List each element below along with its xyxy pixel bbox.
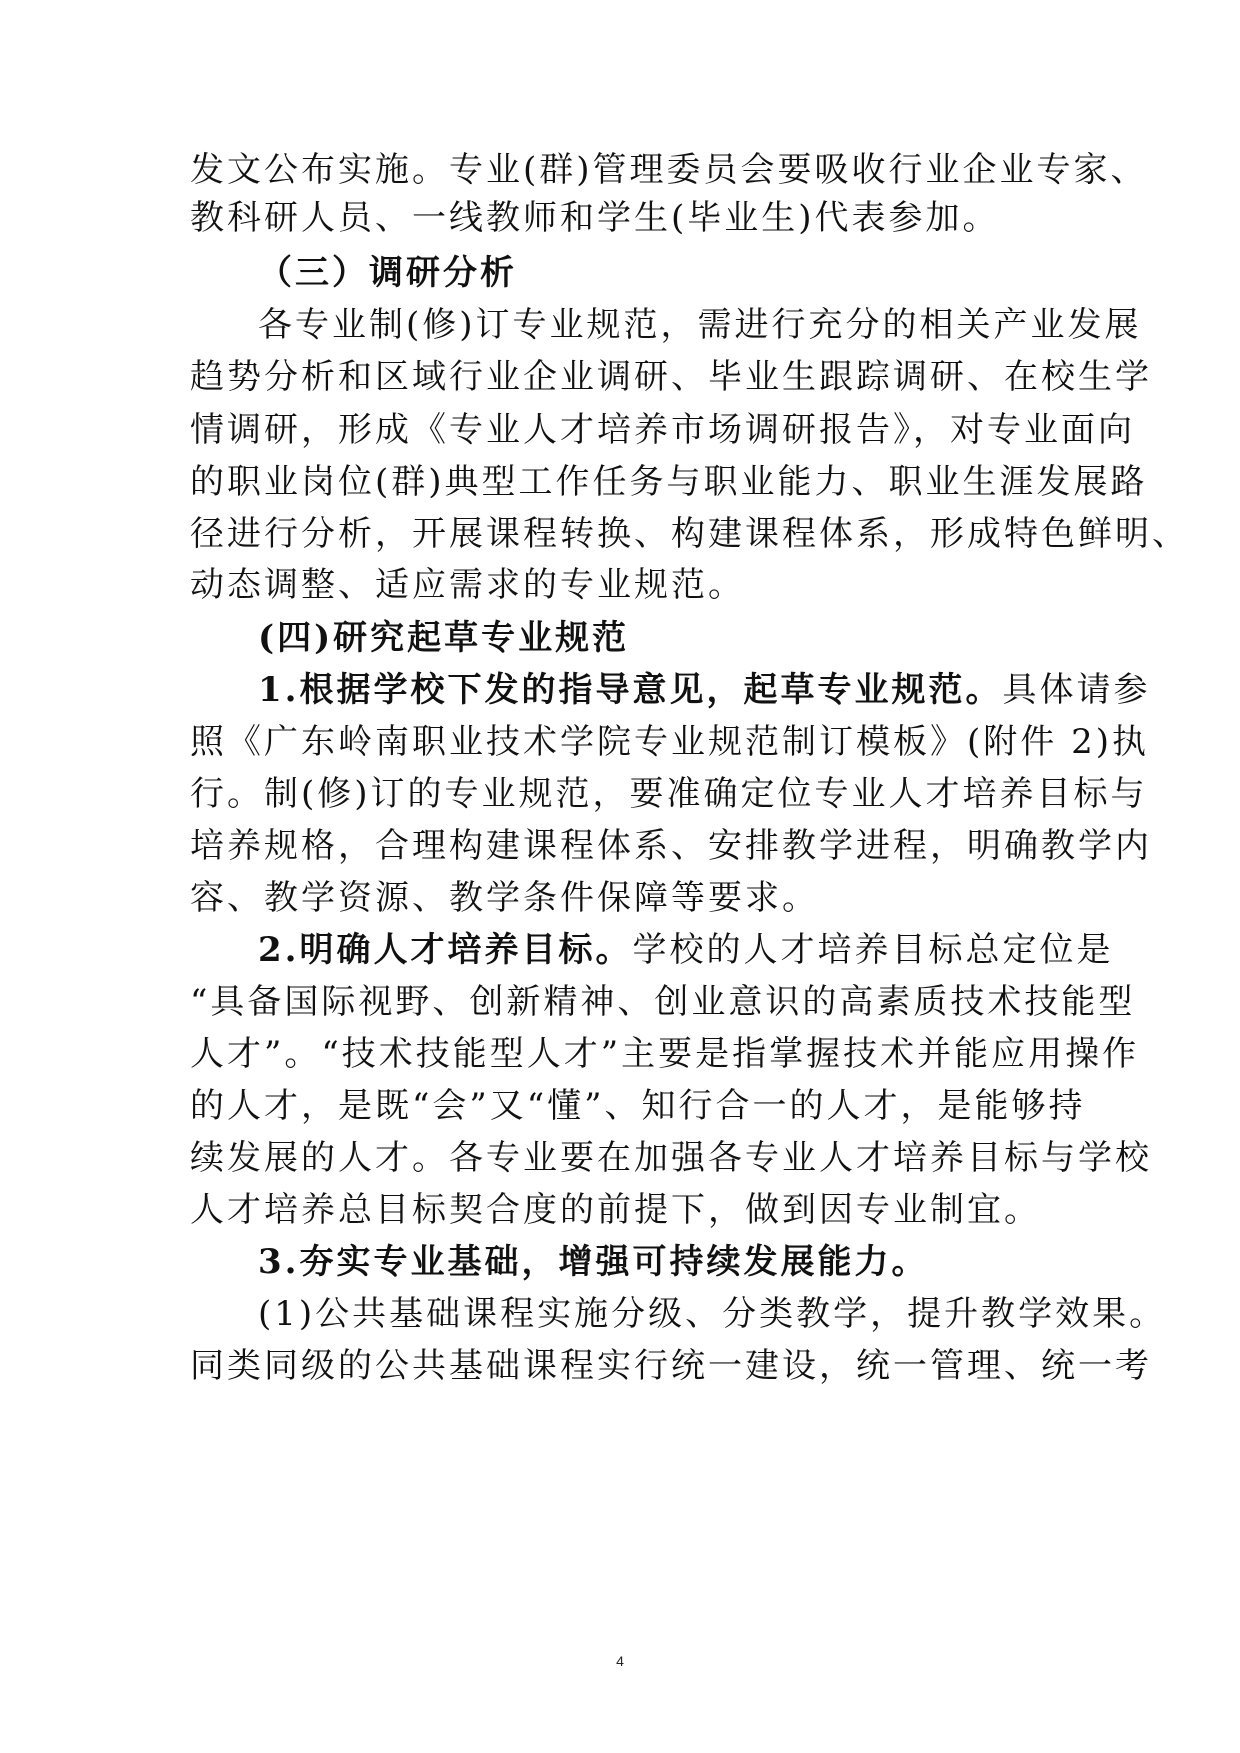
paragraph-line: 照《广东岭南职业技术学院专业规范制订模板》(附件 2)执 (190, 722, 1149, 762)
paragraph-line: 培养规格，合理构建课程体系、安排教学进程，明确教学内 (190, 826, 1152, 866)
item-2-lead: 2.明确人才培养目标。 (258, 930, 633, 970)
item-1-text: 具体请参 (1002, 670, 1151, 710)
paragraph-line: 径进行分析，开展课程转换、构建课程体系，形成特色鲜明、 (190, 514, 1189, 554)
paragraph-line: 人才培养总目标契合度的前提下，做到因专业制宜。 (190, 1190, 1041, 1230)
paragraph-line: 容、教学资源、教学条件保障等要求。 (190, 878, 819, 918)
paragraph-line (258, 670, 1151, 710)
paragraph-line: 同类同级的公共基础课程实行统一建设，统一管理、统一考 (190, 1346, 1152, 1386)
page-number: 4 (616, 1653, 624, 1669)
paragraph-line: (1)公共基础课程实施分级、分类教学，提升教学效果。 (258, 1294, 1167, 1334)
paragraph-line: “具备国际视野、创新精神、创业意识的高素质技术技能型 (190, 982, 1136, 1022)
paragraph-line: 动态调整、适应需求的专业规范。 (190, 565, 745, 605)
paragraph-line: 行。制(修)订的专业规范，要准确定位专业人才培养目标与 (190, 774, 1148, 814)
item-3-heading: 3.夯实专业基础，增强可持续发展能力。 (258, 1242, 929, 1282)
paragraph-line: 情调研，形成《专业人才培养市场调研报告》，对专业面向 (190, 410, 1135, 450)
item-2-text: 学校的人才培养目标总定位是 (632, 930, 1114, 970)
paragraph-line: 的职业岗位(群)典型工作任务与职业能力、职业生涯发展路 (190, 462, 1148, 502)
section-heading-survey: （三）调研分析 (258, 253, 517, 293)
item-1-lead: 1.根据学校下发的指导意见，起草专业规范。 (258, 670, 1003, 710)
paragraph-line: 人才”。“技术技能型人才”主要是指掌握技术并能应用操作 (190, 1034, 1140, 1074)
paragraph-line: 各专业制(修)订专业规范，需进行充分的相关产业发展 (258, 305, 1142, 345)
section-heading-drafting: (四)研究起草专业规范 (258, 618, 630, 658)
paragraph-line (258, 930, 1118, 970)
paragraph-line: 教科研人员、一线教师和学生(毕业生)代表参加。 (190, 198, 1000, 238)
paragraph-line: 发文公布实施。专业(群)管理委员会要吸收行业企业专家、 (190, 150, 1148, 190)
paragraph-line: 续发展的人才。各专业要在加强各专业人才培养目标与学校 (190, 1138, 1152, 1178)
paragraph-line: 趋势分析和区域行业企业调研、毕业生跟踪调研、在校生学 (190, 357, 1152, 397)
paragraph-line: 的人才，是既“会”又“懂”、知行合一的人才，是能够持 (190, 1086, 1086, 1126)
